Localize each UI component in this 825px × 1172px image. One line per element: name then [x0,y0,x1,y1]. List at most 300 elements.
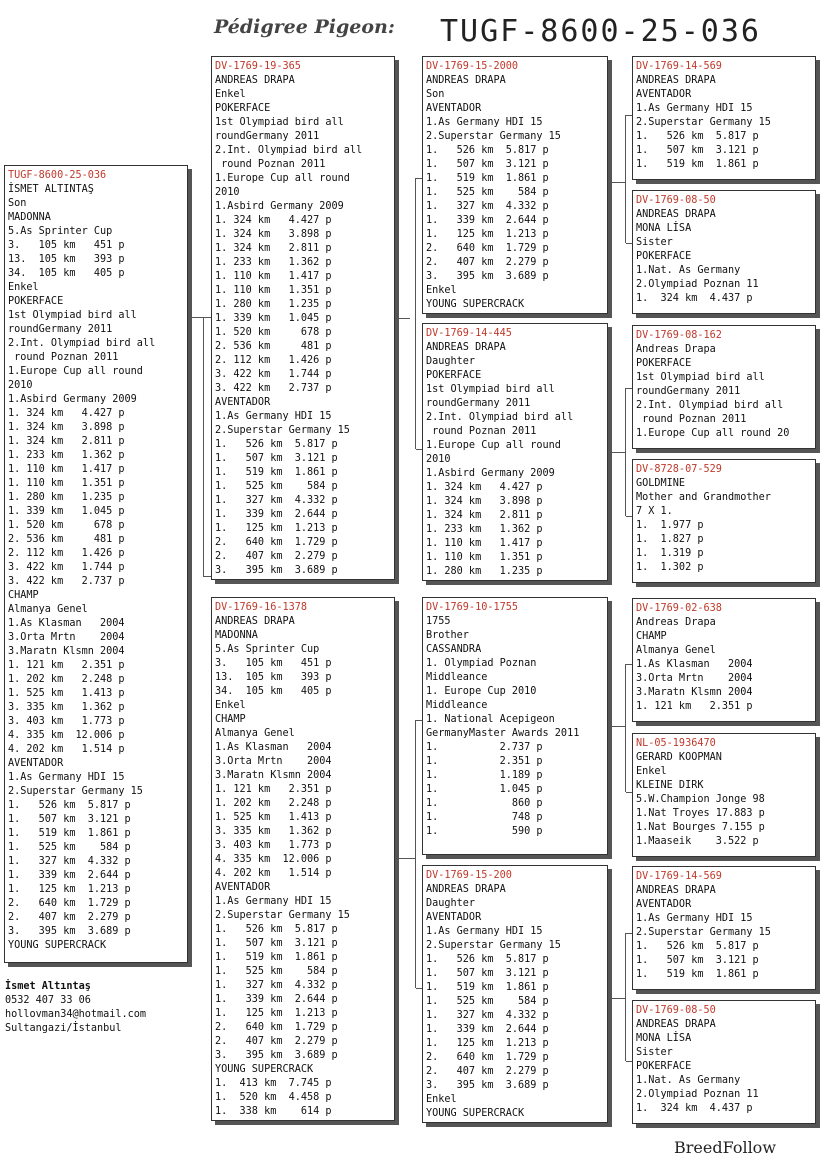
card-line: 3. 403 km 1.773 p [215,840,332,851]
card-line: 2.Int. Olympiad bird all [426,412,574,423]
card-line: 1. 125 km 1.213 p [215,1008,338,1019]
card-line: 1. 525 km 584 p [215,966,338,977]
card-line: 1. 525 km 584 p [8,842,131,853]
card-line: 2. 112 km 1.426 p [215,355,332,366]
card-line: 1.As Germany HDI 15 [215,411,332,422]
card-line: 1. 519 km 1.861 p [8,828,131,839]
card-line: ANDREAS DRAPA [636,1019,716,1030]
card-line: 2.Superstar Germany 15 [426,940,561,951]
card-line: Mother and Grandmother [636,492,771,503]
dd-sire-card [632,866,816,990]
card-line: Son [8,198,27,209]
card-line: 1. 525 km 584 p [426,996,549,1007]
card-line: AVENTADOR [636,89,692,100]
card-line: 1. 110 km 1.417 p [215,271,332,282]
card-line: 2.Superstar Germany 15 [636,117,771,128]
connector-dd [612,933,626,1061]
card-line: AVENTADOR [426,103,482,114]
ring-number: DV-1769-16-1378 [215,602,308,613]
card-line: AVENTADOR [215,397,271,408]
card-line: YOUNG SUPERCRACK [426,299,525,310]
card-line: 1. 324 km 2.811 p [8,436,125,447]
ring-number: DV-1769-08-50 [636,195,716,206]
card-line: 3. 403 km 1.773 p [8,716,125,727]
card-line: 1.Asbird Germany 2009 [215,201,344,212]
card-line: 1. 413 km 7.745 p [215,1078,332,1089]
card-line: 3. 422 km 1.744 p [8,562,125,573]
ring-number: NL-05-1936470 [636,738,716,749]
card-line: 1. 1.045 p [426,784,543,795]
card-line: Enkel [8,282,39,293]
card-line: Middleance [426,672,488,683]
brand-footer: BreedFollow [674,1138,777,1157]
card-line: İSMET ALTINTAŞ [8,184,94,195]
card-line: KLEINE DIRK [636,780,704,791]
card-line: AVENTADOR [215,882,271,893]
card-line: 1. 125 km 1.213 p [426,1038,549,1049]
ring-number: DV-1769-19-365 [215,61,301,72]
card-line: Enkel [636,766,667,777]
card-line: 1. 525 km 1.413 p [215,812,332,823]
card-line: 1. 339 km 1.045 p [8,506,125,517]
card-line: 2.Superstar Germany 15 [215,910,350,921]
card-line: 1.Europe Cup all round [8,366,143,377]
subject-card [4,165,188,963]
card-line: 1.As Klasman 2004 [636,659,753,670]
card-line: 1.As Germany HDI 15 [636,913,753,924]
card-line: Almanya Genel [636,645,716,656]
card-line: 3. 335 km 1.362 p [215,826,332,837]
card-line: 1.As Germany HDI 15 [426,117,543,128]
card-line: 1. 125 km 1.213 p [8,884,131,895]
ds-dam-card [632,733,816,857]
card-line: 1. 526 km 5.817 p [215,924,338,935]
card-line: CHAMP [215,714,246,725]
card-line: 1. 121 km 2.351 p [8,660,125,671]
card-line: 1. 339 km 2.644 p [215,994,338,1005]
card-line: 1.Nat Bourges 7.155 p [636,822,765,833]
card-line: 1. 202 km 2.248 p [8,674,125,685]
card-line: 1. 519 km 1.861 p [215,952,338,963]
card-line: 1. 324 km 4.437 p [636,293,753,304]
card-line: 2010 [8,380,33,391]
card-line: Daughter [426,898,476,909]
card-line: 1st Olympiad bird all [426,384,555,395]
card-line: 3. 395 km 3.689 p [8,926,131,937]
card-line: 1.As Germany HDI 15 [215,896,332,907]
card-line: 1. National Acepigeon [426,714,555,725]
card-line: 1. 520 km 678 p [8,520,125,531]
card-line: 1. 339 km 2.644 p [426,215,549,226]
sd-sire-card [632,325,816,449]
owner-phone: 0532 407 33 06 [5,995,91,1006]
ring-number: DV-1769-02-638 [636,603,722,614]
card-line: 1. 110 km 1.417 p [8,464,125,475]
card-line: 2.Int. Olympiad bird all [215,145,363,156]
card-line: 1. 339 km 2.644 p [215,509,338,520]
card-line: 2. 407 km 2.279 p [426,257,549,268]
ds-sire-card [632,598,816,722]
card-line: 3.Orta Mrtn 2004 [8,632,125,643]
card-line: 1. 525 km 584 p [426,187,549,198]
card-line: 34. 105 km 405 p [8,268,125,279]
card-line: 5.As Sprinter Cup [8,226,113,237]
pedigree-ring-number: TUGF-8600-25-036 [440,14,761,49]
ring-number: DV-1769-14-569 [636,61,722,72]
card-line: YOUNG SUPERCRACK [8,940,107,951]
card-line: YOUNG SUPERCRACK [215,1064,314,1075]
card-line: 1. 324 km 4.427 p [8,408,125,419]
card-line: Daughter [426,356,476,367]
card-line: 1.Asbird Germany 2009 [426,468,555,479]
card-line: 3.Orta Mrtn 2004 [636,673,753,684]
ring-number: DV-1769-15-200 [426,870,512,881]
card-line: 2.Superstar Germany 15 [636,927,771,938]
card-line: 1.As Germany HDI 15 [8,772,125,783]
card-line: Enkel [215,700,246,711]
card-line: 1. 280 km 1.235 p [215,299,332,310]
connector-sd-mid [612,452,626,453]
card-line: 1.Europe Cup all round [426,440,561,451]
card-line: 2. 640 km 1.729 p [426,243,549,254]
card-line: 1. 125 km 1.213 p [426,229,549,240]
card-line: 1.Nat Troyes 17.883 p [636,808,765,819]
card-line: 1. 110 km 1.351 p [426,552,543,563]
card-line: 3. 105 km 451 p [8,240,125,251]
card-line: round Poznan 2011 [426,426,537,437]
connector-parents-vertical [203,317,211,577]
card-line: 1. 121 km 2.351 p [215,784,332,795]
card-line: 1. 1.319 p [636,548,704,559]
ring-number: TUGF-8600-25-036 [8,170,107,181]
card-line: 1. 324 km 2.811 p [215,243,332,254]
card-line: 7 X 1. [636,506,673,517]
card-line: 3. 395 km 3.689 p [426,1080,549,1091]
card-line: Andreas Drapa [636,617,716,628]
card-line: 1.Europe Cup all round 20 [636,428,790,439]
connector-dam-mid [396,858,416,859]
card-line: 2. 407 km 2.279 p [215,551,338,562]
card-line: 1. 324 km 3.898 p [215,229,332,240]
card-line: 1.Nat. As Germany [636,265,741,276]
card-line: 1. 507 km 3.121 p [426,159,549,170]
card-line: 2.Olympiad Poznan 11 [636,1089,759,1100]
card-line: 2.Int. Olympiad bird all [8,338,156,349]
card-line: 3. 105 km 451 p [215,658,332,669]
card-line: ANDREAS DRAPA [426,75,506,86]
dam-card [211,597,395,1121]
card-line: MONA LİSA [636,223,692,234]
card-line: Sister [636,1047,673,1058]
card-line: Enkel [426,1094,457,1105]
card-line: 1. 526 km 5.817 p [215,439,338,450]
sire-sire-card [422,56,608,314]
card-line: ANDREAS DRAPA [636,75,716,86]
card-line: 2. 536 km 481 p [215,341,332,352]
card-line: Almanya Genel [8,604,88,615]
card-line: 1. 2.737 p [426,742,543,753]
card-line: roundGermany 2011 [426,398,531,409]
card-line: Almanya Genel [215,728,295,739]
card-line: 1. 507 km 3.121 p [215,453,338,464]
card-line: 4. 202 km 1.514 p [8,744,125,755]
card-line: 1st Olympiad bird all [636,372,765,383]
card-line: 3.Maratn Klsmn 2004 [8,646,125,657]
card-line: 2010 [426,454,451,465]
card-line: AVENTADOR [426,912,482,923]
card-line: 1. 121 km 2.351 p [636,701,753,712]
card-line: roundGermany 2011 [215,131,320,142]
card-line: 2.Superstar Germany 15 [8,786,143,797]
card-line: 1. 507 km 3.121 p [215,938,338,949]
ring-number: DV-8728-07-529 [636,464,722,475]
ring-number: DV-1769-15-2000 [426,61,519,72]
card-line: 1. 327 km 4.332 p [426,1010,549,1021]
card-line: POKERFACE [215,103,271,114]
card-line: 1. 233 km 1.362 p [426,524,543,535]
card-line: 2. 407 km 2.279 p [215,1036,338,1047]
card-line: GOLDMINE [636,478,686,489]
card-line: POKERFACE [426,370,482,381]
card-line: 1. 526 km 5.817 p [426,145,549,156]
card-line: 1. 526 km 5.817 p [636,941,759,952]
card-line: GERARD KOOPMAN [636,752,722,763]
card-line: 1. 233 km 1.362 p [8,450,125,461]
ring-number: DV-1769-14-569 [636,871,722,882]
card-line: 1.As Klasman 2004 [215,742,332,753]
card-line: MONA LİSA [636,1033,692,1044]
card-line: 2. 536 km 481 p [8,534,125,545]
card-line: 1. 327 km 4.332 p [8,856,131,867]
card-line: POKERFACE [636,358,692,369]
card-line: 1.As Klasman 2004 [8,618,125,629]
card-line: 1. 590 p [426,826,543,837]
card-line: Sister [636,237,673,248]
card-line: CHAMP [8,590,39,601]
card-line: 1. 339 km 2.644 p [8,870,131,881]
card-line: MADONNA [215,630,258,641]
card-line: 3.Maratn Klsmn 2004 [636,687,753,698]
connector-dd-mid [612,998,626,999]
card-line: 1. 327 km 4.332 p [215,980,338,991]
card-line: roundGermany 2011 [636,386,741,397]
card-line: Middleance [426,700,488,711]
connector-ds [612,664,626,792]
card-line: 1. 125 km 1.213 p [215,523,338,534]
card-line: 5.As Sprinter Cup [215,644,320,655]
card-line: 1. 1.189 p [426,770,543,781]
card-line: 2. 640 km 1.729 p [426,1052,549,1063]
card-line: 5.W.Champion Jonge 98 [636,794,765,805]
card-line: 1. 324 km 2.811 p [426,510,543,521]
card-line: round Poznan 2011 [8,352,119,363]
card-line: 1. 324 km 3.898 p [426,496,543,507]
card-line: 1st Olympiad bird all [8,310,137,321]
card-line: 3. 395 km 3.689 p [426,271,549,282]
connector-subject-parents [189,317,203,318]
dd-dam-card [632,1000,816,1124]
card-line: 2. 407 km 2.279 p [426,1066,549,1077]
card-line: 1. 526 km 5.817 p [426,954,549,965]
card-line: 2.Superstar Germany 15 [426,131,561,142]
card-line: 1. 324 km 4.427 p [215,215,332,226]
card-line: ANDREAS DRAPA [215,75,295,86]
card-line: 1. 233 km 1.362 p [215,257,332,268]
card-line: 1. 280 km 1.235 p [426,566,543,577]
card-line: 2.Int. Olympiad bird all [636,400,784,411]
ss-dam-card [632,190,816,314]
card-line: 1st Olympiad bird all [215,117,344,128]
sd-dam-card [632,459,816,583]
connector-ss-mid [612,182,626,183]
owner-email: hollovman34@hotmail.com [5,1009,147,1020]
card-line: Son [426,89,445,100]
card-line: 1. 327 km 4.332 p [215,495,338,506]
card-line: AVENTADOR [636,899,692,910]
card-line: 1. 202 km 2.248 p [215,798,332,809]
card-line: 1. 519 km 1.861 p [636,969,759,980]
card-line: 1. 860 p [426,798,543,809]
card-line: ANDREAS DRAPA [636,885,716,896]
connector-ds-mid [612,726,626,727]
card-line: 1. 525 km 584 p [215,481,338,492]
card-line: YOUNG SUPERCRACK [426,1108,525,1119]
card-line: 1755 [426,616,451,627]
card-line: 1. Europe Cup 2010 [426,686,537,697]
connector-sire-grandparents [396,178,416,449]
card-line: 1. 519 km 1.861 p [426,982,549,993]
card-line: 2. 640 km 1.729 p [8,898,131,909]
card-line: 1. 526 km 5.817 p [636,131,759,142]
card-line: CHAMP [636,631,667,642]
card-line: 1.Maaseik 3.522 p [636,836,759,847]
card-line: 1. 526 km 5.817 p [8,800,131,811]
card-line: 1. 339 km 2.644 p [426,1024,549,1035]
dam-dam-card [422,865,608,1123]
card-line: Enkel [426,285,457,296]
card-line: 1.As Germany HDI 15 [426,926,543,937]
card-line: 3. 422 km 2.737 p [215,383,332,394]
card-line: MADONNA [8,212,51,223]
card-line: 1. Olympiad Poznan [426,658,537,669]
card-line: ANDREAS DRAPA [636,209,716,220]
card-line: 2.Superstar Germany 15 [215,425,350,436]
card-line: 1. 2.351 p [426,756,543,767]
connector-ss [612,115,626,243]
card-line: 3. 422 km 1.744 p [215,369,332,380]
card-line: GermanyMaster Awards 2011 [426,728,580,739]
card-line: 1. 507 km 3.121 p [636,955,759,966]
card-line: round Poznan 2011 [636,414,747,425]
card-line: roundGermany 2011 [8,324,113,335]
card-line: 13. 105 km 393 p [215,672,332,683]
card-line: 3. 395 km 3.689 p [215,1050,338,1061]
card-line: 4. 202 km 1.514 p [215,868,332,879]
card-line: ANDREAS DRAPA [426,884,506,895]
dam-sire-card [422,597,608,855]
card-line: 1.Europe Cup all round [215,173,350,184]
card-line: 1.Nat. As Germany [636,1075,741,1086]
ss-sire-card [632,56,816,180]
card-line: 1. 327 km 4.332 p [426,201,549,212]
ring-number: DV-1769-08-50 [636,1005,716,1016]
card-line: Brother [426,630,469,641]
card-line: ANDREAS DRAPA [215,616,295,627]
card-line: 1.Asbird Germany 2009 [8,394,137,405]
card-line: 1. 110 km 1.351 p [8,478,125,489]
card-line: ANDREAS DRAPA [426,342,506,353]
card-line: 1. 280 km 1.235 p [8,492,125,503]
card-line: 1. 507 km 3.121 p [8,814,131,825]
card-line: 4. 335 km 12.006 p [215,854,332,865]
card-line: 1. 519 km 1.861 p [426,173,549,184]
card-line: Andreas Drapa [636,344,716,355]
card-line: 1. 110 km 1.417 p [426,538,543,549]
card-line: 13. 105 km 393 p [8,254,125,265]
ring-number: DV-1769-10-1755 [426,602,519,613]
ring-number: DV-1769-14-445 [426,328,512,339]
card-line: 1. 507 km 3.121 p [636,145,759,156]
connector-sire-mid [396,318,410,319]
card-line: 3.Orta Mrtn 2004 [215,756,332,767]
owner-info [5,980,146,1036]
card-line: CASSANDRA [426,644,482,655]
pedigree-label: Pédigree Pigeon: [214,16,395,38]
card-line: 1. 110 km 1.351 p [215,285,332,296]
card-line: 2. 407 km 2.279 p [8,912,131,923]
card-line: 2010 [215,187,240,198]
card-line: round Poznan 2011 [215,159,326,170]
card-line: POKERFACE [8,296,64,307]
card-line: Enkel [215,89,246,100]
card-line: 1. 324 km 4.437 p [636,1103,753,1114]
sire-dam-card [422,323,608,581]
card-line: 1. 519 km 1.861 p [215,467,338,478]
card-line: 1. 324 km 3.898 p [8,422,125,433]
card-line: POKERFACE [636,251,692,262]
card-line: 3.Maratn Klsmn 2004 [215,770,332,781]
card-line: 2.Olympiad Poznan 11 [636,279,759,290]
card-line: 3. 422 km 2.737 p [8,576,125,587]
card-line: 1. 507 km 3.121 p [426,968,549,979]
card-line: 1. 1.827 p [636,534,704,545]
card-line: 1. 519 km 1.861 p [636,159,759,170]
sire-card [211,56,395,580]
connector-dam-grandparents [396,720,416,988]
card-line: POKERFACE [636,1061,692,1072]
card-line: 1. 1.302 p [636,562,704,573]
card-line: 1. 338 km 614 p [215,1106,332,1117]
card-line: 1. 748 p [426,812,543,823]
owner-name: İsmet Altıntaş [5,981,91,992]
card-line: 4. 335 km 12.006 p [8,730,125,741]
card-line: 2. 640 km 1.729 p [215,1022,338,1033]
card-line: 2. 640 km 1.729 p [215,537,338,548]
owner-location: Sultangazi/İstanbul [5,1023,122,1034]
ring-number: DV-1769-08-162 [636,330,722,341]
card-line: 1. 525 km 1.413 p [8,688,125,699]
card-line: 34. 105 km 405 p [215,686,332,697]
card-line: 1.As Germany HDI 15 [636,103,753,114]
card-line: 1. 324 km 4.427 p [426,482,543,493]
card-line: 1. 520 km 4.458 p [215,1092,332,1103]
card-line: 1. 520 km 678 p [215,327,332,338]
card-line: 2. 112 km 1.426 p [8,548,125,559]
card-line: 1. 1.977 p [636,520,704,531]
card-line: 3. 335 km 1.362 p [8,702,125,713]
card-line: 1. 339 km 1.045 p [215,313,332,324]
card-line: AVENTADOR [8,758,64,769]
